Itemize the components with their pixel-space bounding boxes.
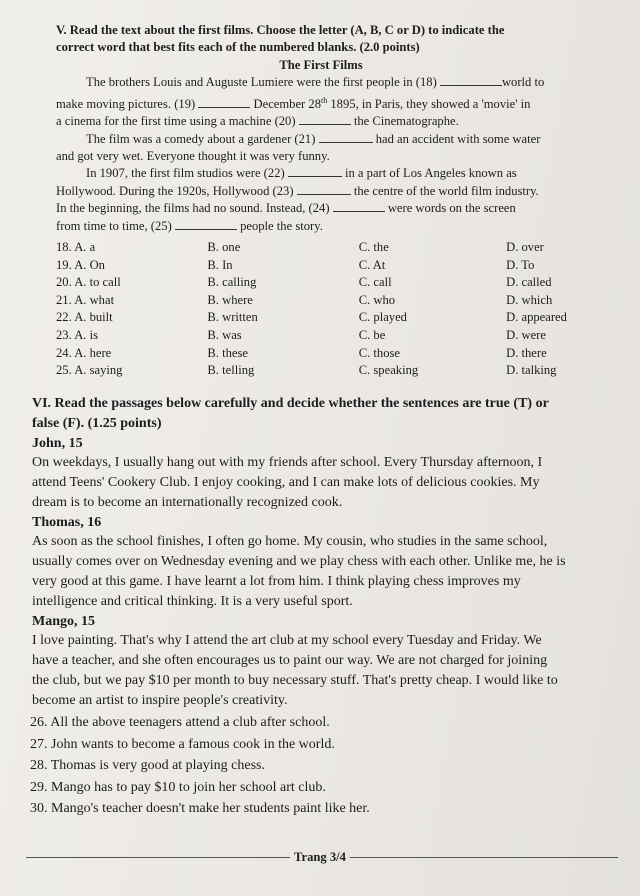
answer-options-table: [56, 239, 586, 380]
option-row: [56, 362, 586, 380]
option-cell: D. called: [506, 275, 552, 290]
option-cell: 18. A. a: [56, 240, 96, 255]
option-cell: B. telling: [207, 363, 255, 378]
option-cell: C. speaking: [358, 363, 419, 378]
option-cell: C. call: [358, 275, 392, 290]
option-cell: 23. A. is: [56, 328, 98, 343]
blank-23: [297, 183, 351, 195]
option-row: [56, 257, 586, 275]
blank-25: [175, 218, 237, 230]
page-number: Trang 3/4: [0, 850, 640, 865]
passage-paragraph-3: In 1907, the first film studios were (22) in a part of Los Angeles known as Hollywood. During the 1920s, Hollywood (23) the centre of the world film industry. In the beginning, the films had no sound. Instead, (24) were words on the screen from time to time, (25) people the story.: [56, 166, 539, 233]
blank-19: [198, 96, 250, 108]
option-cell: C. be: [358, 328, 386, 343]
option-cell: B. written: [207, 310, 258, 325]
option-cell: B. was: [207, 328, 242, 343]
option-cell: B. In: [207, 257, 233, 272]
option-cell: D. talking: [506, 363, 557, 378]
option-cell: 22. A. built: [56, 310, 113, 325]
section-5-heading: V. Read the text about the first films. Choose the letter (A, B, C or D) to indicate the correct word that best fits each of the numbered blanks. (2.0 points): [56, 23, 505, 55]
passage-text: I love painting. That's why I attend the art club at my school every Tuesday and Friday. We have a teacher, and she often encourages us to paint our way. We are not charged for joining the club, but we pay $10 per month to buy necessary stuff. That's pretty cheap. I would like to become an artist to inspire people's creativity.: [32, 633, 558, 708]
option-cell: 20. A. to call: [56, 275, 121, 290]
option-cell: B. these: [207, 345, 248, 360]
option-cell: 25. A. saying: [56, 363, 123, 378]
passage-author: Mango, 15: [32, 614, 95, 629]
true-false-statements: [30, 712, 610, 820]
passage-text: On weekdays, I usually hang out with my friends after school. Every Thursday afternoon, I attend Teens' Cookery Club. I enjoy cooking, and I can make lots of delicious cookies. My dream is to become an internationally recognized cook.: [32, 455, 543, 510]
passages: [32, 434, 614, 711]
section-6-heading: VI. Read the passages below carefully and decide whether the sentences are true (T) or false (F). (1.25 points): [32, 396, 549, 431]
statement: 27. John wants to become a famous cook in the world.: [30, 736, 335, 752]
section-5: [56, 22, 586, 386]
option-row: [56, 309, 586, 327]
blank-20: [299, 113, 351, 125]
option-cell: C. played: [358, 310, 407, 325]
option-cell: C. who: [358, 292, 396, 307]
passage-author: Thomas, 16: [32, 515, 102, 530]
section-6: [32, 394, 614, 711]
option-cell: B. calling: [207, 275, 257, 290]
option-row: [56, 292, 586, 310]
passage-paragraph-2: The film was a comedy about a gardener (21) had an accident with some water and got very wet. Everyone thought it was very funny.: [56, 131, 541, 164]
statement: 26. All the above teenagers attend a club after school.: [30, 715, 330, 730]
option-cell: 24. A. here: [56, 345, 112, 360]
option-cell: D. over: [506, 240, 544, 255]
option-row: [56, 239, 586, 257]
option-cell: D. were: [506, 328, 546, 343]
option-cell: C. At: [358, 257, 386, 272]
option-cell: D. there: [506, 345, 547, 360]
passage-title: The First Films: [279, 57, 363, 72]
option-row: [56, 345, 586, 363]
option-cell: B. where: [207, 292, 253, 307]
option-cell: C. those: [358, 345, 400, 360]
blank-18: [440, 74, 502, 86]
option-row: [56, 327, 586, 345]
passage-paragraph-1: The brothers Louis and Auguste Lumiere were the first people in (18) world to make moving pictures. (19) December 28th 1895, in Paris, they showed a 'movie' in a cinema for the first time using a machine (20) the Cinematographe.: [56, 75, 545, 129]
option-cell: 21. A. what: [56, 292, 115, 307]
statement: 30. Mango's teacher doesn't make her students paint like her.: [30, 801, 370, 817]
option-cell: D. appeared: [506, 310, 567, 325]
blank-21: [319, 131, 373, 143]
passage-author: John, 15: [32, 436, 83, 451]
option-cell: D. which: [506, 292, 553, 307]
blank-22: [288, 165, 342, 177]
statement: 29. Mango has to pay $10 to join her school art club.: [30, 779, 326, 795]
option-cell: C. the: [358, 240, 389, 255]
option-row: [56, 274, 586, 292]
statement: 28. Thomas is very good at playing chess.: [30, 758, 265, 774]
blank-24: [333, 200, 385, 212]
passage-text: As soon as the school finishes, I often go home. My cousin, who studies in the same school, usually comes over on Wednesday evening and we play chess with each other. Unlike me, he is very good at this game. I have learnt a lot from him. I think playing chess improves my intelligence and critical thinking. It is a very useful sport.: [32, 534, 566, 609]
option-cell: B. one: [207, 240, 241, 255]
option-cell: 19. A. On: [56, 257, 105, 272]
option-cell: D. To: [506, 257, 535, 272]
